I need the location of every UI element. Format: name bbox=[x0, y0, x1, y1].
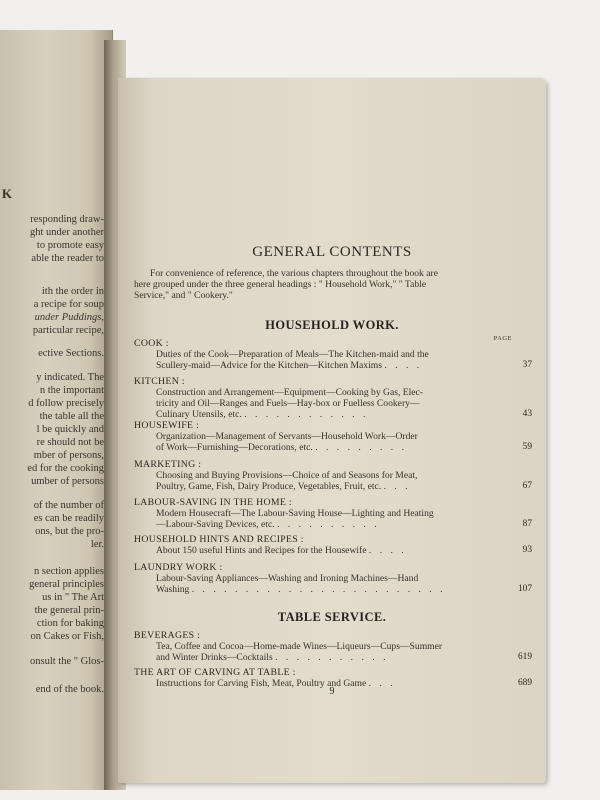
entry-line: Scullery-maid—Advice for the Kitchen—Kitchen Maxims . . . . bbox=[156, 360, 423, 371]
entry-description bbox=[156, 349, 534, 371]
entry-page-number: 93 bbox=[522, 545, 532, 555]
left-page-line: ons, but the pro- bbox=[35, 526, 104, 537]
entry-line: Duties of the Cook—Preparation of Meals—The Kitchen-maid and the bbox=[156, 349, 429, 360]
contents-entry-kitchen bbox=[134, 376, 534, 420]
left-page-line: general principles bbox=[29, 579, 104, 590]
left-page bbox=[0, 30, 113, 790]
entry-title: THE ART OF CARVING AT TABLE : bbox=[134, 667, 296, 678]
entry-page-number: 59 bbox=[522, 442, 532, 452]
entry-line: Instructions for Carving Fish, Meat, Poultry and Game . . . bbox=[156, 678, 396, 689]
left-page-line: ith the order in bbox=[41, 286, 104, 297]
left-page-line: under Puddings, bbox=[34, 312, 104, 323]
entry-description bbox=[156, 545, 534, 556]
entry-title: BEVERAGES : bbox=[134, 630, 201, 641]
entry-title: MARKETING : bbox=[134, 459, 202, 470]
left-page-line: able the reader to bbox=[31, 253, 104, 264]
intro-line: here grouped under the three general headings : " Household Work," " Table bbox=[134, 279, 427, 290]
left-page-line: the table all the bbox=[39, 411, 104, 422]
contents-entry-marketing bbox=[134, 459, 534, 492]
entry-line: Culinary Utensils, etc. . . . . . . . . . . . . bbox=[156, 409, 369, 420]
page-column-label: PAGE bbox=[493, 335, 512, 342]
left-page-line: on Cakes or Fish, bbox=[30, 631, 104, 642]
left-page-line: end of the book. bbox=[35, 684, 104, 695]
left-page-line: mber of persons, bbox=[33, 450, 104, 461]
entry-line: Poultry, Game, Fish, Dairy Produce, Vegetables, Fruit, etc. . . . bbox=[156, 481, 411, 492]
left-page-line: to promote easy bbox=[36, 240, 104, 251]
entry-description bbox=[156, 641, 534, 663]
entry-page-number: 37 bbox=[522, 360, 532, 370]
intro-line: For convenience of reference, the various chapters throughout the book are bbox=[150, 268, 438, 279]
contents-entry-cook bbox=[134, 338, 534, 371]
contents-entry-housewife bbox=[134, 420, 534, 453]
entry-page-number: 67 bbox=[522, 481, 532, 491]
left-page-line: onsult the " Glos- bbox=[30, 656, 104, 667]
left-page-line: ler. bbox=[90, 539, 104, 550]
left-page-line: ective Sections. bbox=[38, 348, 104, 359]
entry-line: Tea, Coffee and Cocoa—Home-made Wines—Liqueurs—Cups—Summer bbox=[156, 641, 443, 652]
left-page-line: ght under another bbox=[29, 227, 104, 238]
left-page-line: n the important bbox=[39, 385, 104, 396]
left-page-line: a recipe for soup bbox=[33, 299, 104, 310]
left-page-line: ction for baking bbox=[36, 618, 104, 629]
entry-title: KITCHEN : bbox=[134, 376, 185, 387]
contents-entry-household-hints bbox=[134, 534, 534, 556]
section-heading-table-service: TABLE SERVICE. bbox=[277, 610, 387, 624]
entry-title: HOUSEWIFE : bbox=[134, 420, 200, 431]
entry-line: and Winter Drinks—Cocktails . . . . . . . . . . . bbox=[156, 652, 389, 663]
entry-line: tricity and Oil—Ranges and Fuels—Hay-box or Fuelless Cookery— bbox=[156, 398, 420, 409]
entry-description bbox=[156, 431, 534, 453]
entry-line: Labour-Saving Appliances—Washing and Ironing Machines—Hand bbox=[156, 573, 419, 584]
left-page-line: responding draw- bbox=[30, 214, 104, 225]
entry-page-number: 619 bbox=[517, 652, 532, 662]
entry-title: COOK : bbox=[134, 338, 169, 349]
contents-page bbox=[118, 78, 546, 783]
entry-line: About 150 useful Hints and Recipes for the Housewife . . . . bbox=[156, 545, 407, 556]
left-page-line: n section applies bbox=[34, 566, 104, 577]
left-page-line: the general prin- bbox=[34, 605, 104, 616]
entry-line: Choosing and Buying Provisions—Choice of and Seasons for Meat, bbox=[156, 470, 418, 481]
contents-entry-laundry-work bbox=[134, 562, 534, 595]
entry-page-number: 43 bbox=[522, 409, 532, 419]
left-page-line: es can be readily bbox=[33, 513, 104, 524]
contents-entry-labour-saving bbox=[134, 497, 534, 530]
entry-title: LABOUR-SAVING IN THE HOME : bbox=[134, 497, 292, 508]
left-page-line: us in " The Art bbox=[42, 592, 104, 603]
entry-line: Washing . . . . . . . . . . . . . . . . . . . . . . . . bbox=[156, 584, 446, 595]
left-page-line: of the number of bbox=[33, 500, 104, 511]
entry-line: Construction and Arrangement—Equipment—Cooking by Gas, Elec- bbox=[156, 387, 423, 398]
entry-page-number: 87 bbox=[522, 519, 532, 529]
left-page-line: re should not be bbox=[36, 437, 104, 448]
entry-description bbox=[156, 470, 534, 492]
left-page-line: y indicated. The bbox=[36, 372, 104, 383]
left-page-line: K bbox=[1, 186, 12, 201]
entry-description bbox=[156, 573, 534, 595]
entry-line: of Work—Furnishing—Decorations, etc. . . . . . . . . . bbox=[156, 442, 407, 453]
entry-line: —Labour-Saving Devices, etc. . . . . . . . . . . bbox=[156, 519, 380, 530]
left-page-line: ed for the cooking bbox=[27, 463, 104, 474]
contents-entry-beverages bbox=[134, 630, 534, 663]
page-title: GENERAL CONTENTS bbox=[252, 244, 412, 260]
left-page-line: particular recipe, bbox=[32, 325, 104, 336]
entry-page-number: 107 bbox=[517, 584, 532, 594]
intro-paragraph bbox=[134, 268, 530, 301]
section-heading-household-work: HOUSEHOLD WORK. bbox=[265, 318, 399, 332]
intro-line: Service," and " Cookery." bbox=[134, 290, 233, 301]
left-page-line: umber of persons bbox=[31, 476, 104, 487]
entry-line: Modern Housecraft—The Labour-Saving House—Lighting and Heating bbox=[156, 508, 434, 519]
entry-page-number: 689 bbox=[517, 678, 532, 688]
entry-description bbox=[156, 387, 534, 420]
page-number: 9 bbox=[329, 686, 335, 697]
left-page-line: l be quickly and bbox=[36, 424, 104, 435]
entry-title: HOUSEHOLD HINTS AND RECIPES : bbox=[134, 534, 304, 545]
entry-title: LAUNDRY WORK : bbox=[134, 562, 223, 573]
left-page-line: d follow precisely bbox=[28, 398, 104, 409]
entry-line: Organization—Management of Servants—Household Work—Order bbox=[156, 431, 418, 442]
entry-description bbox=[156, 508, 534, 530]
